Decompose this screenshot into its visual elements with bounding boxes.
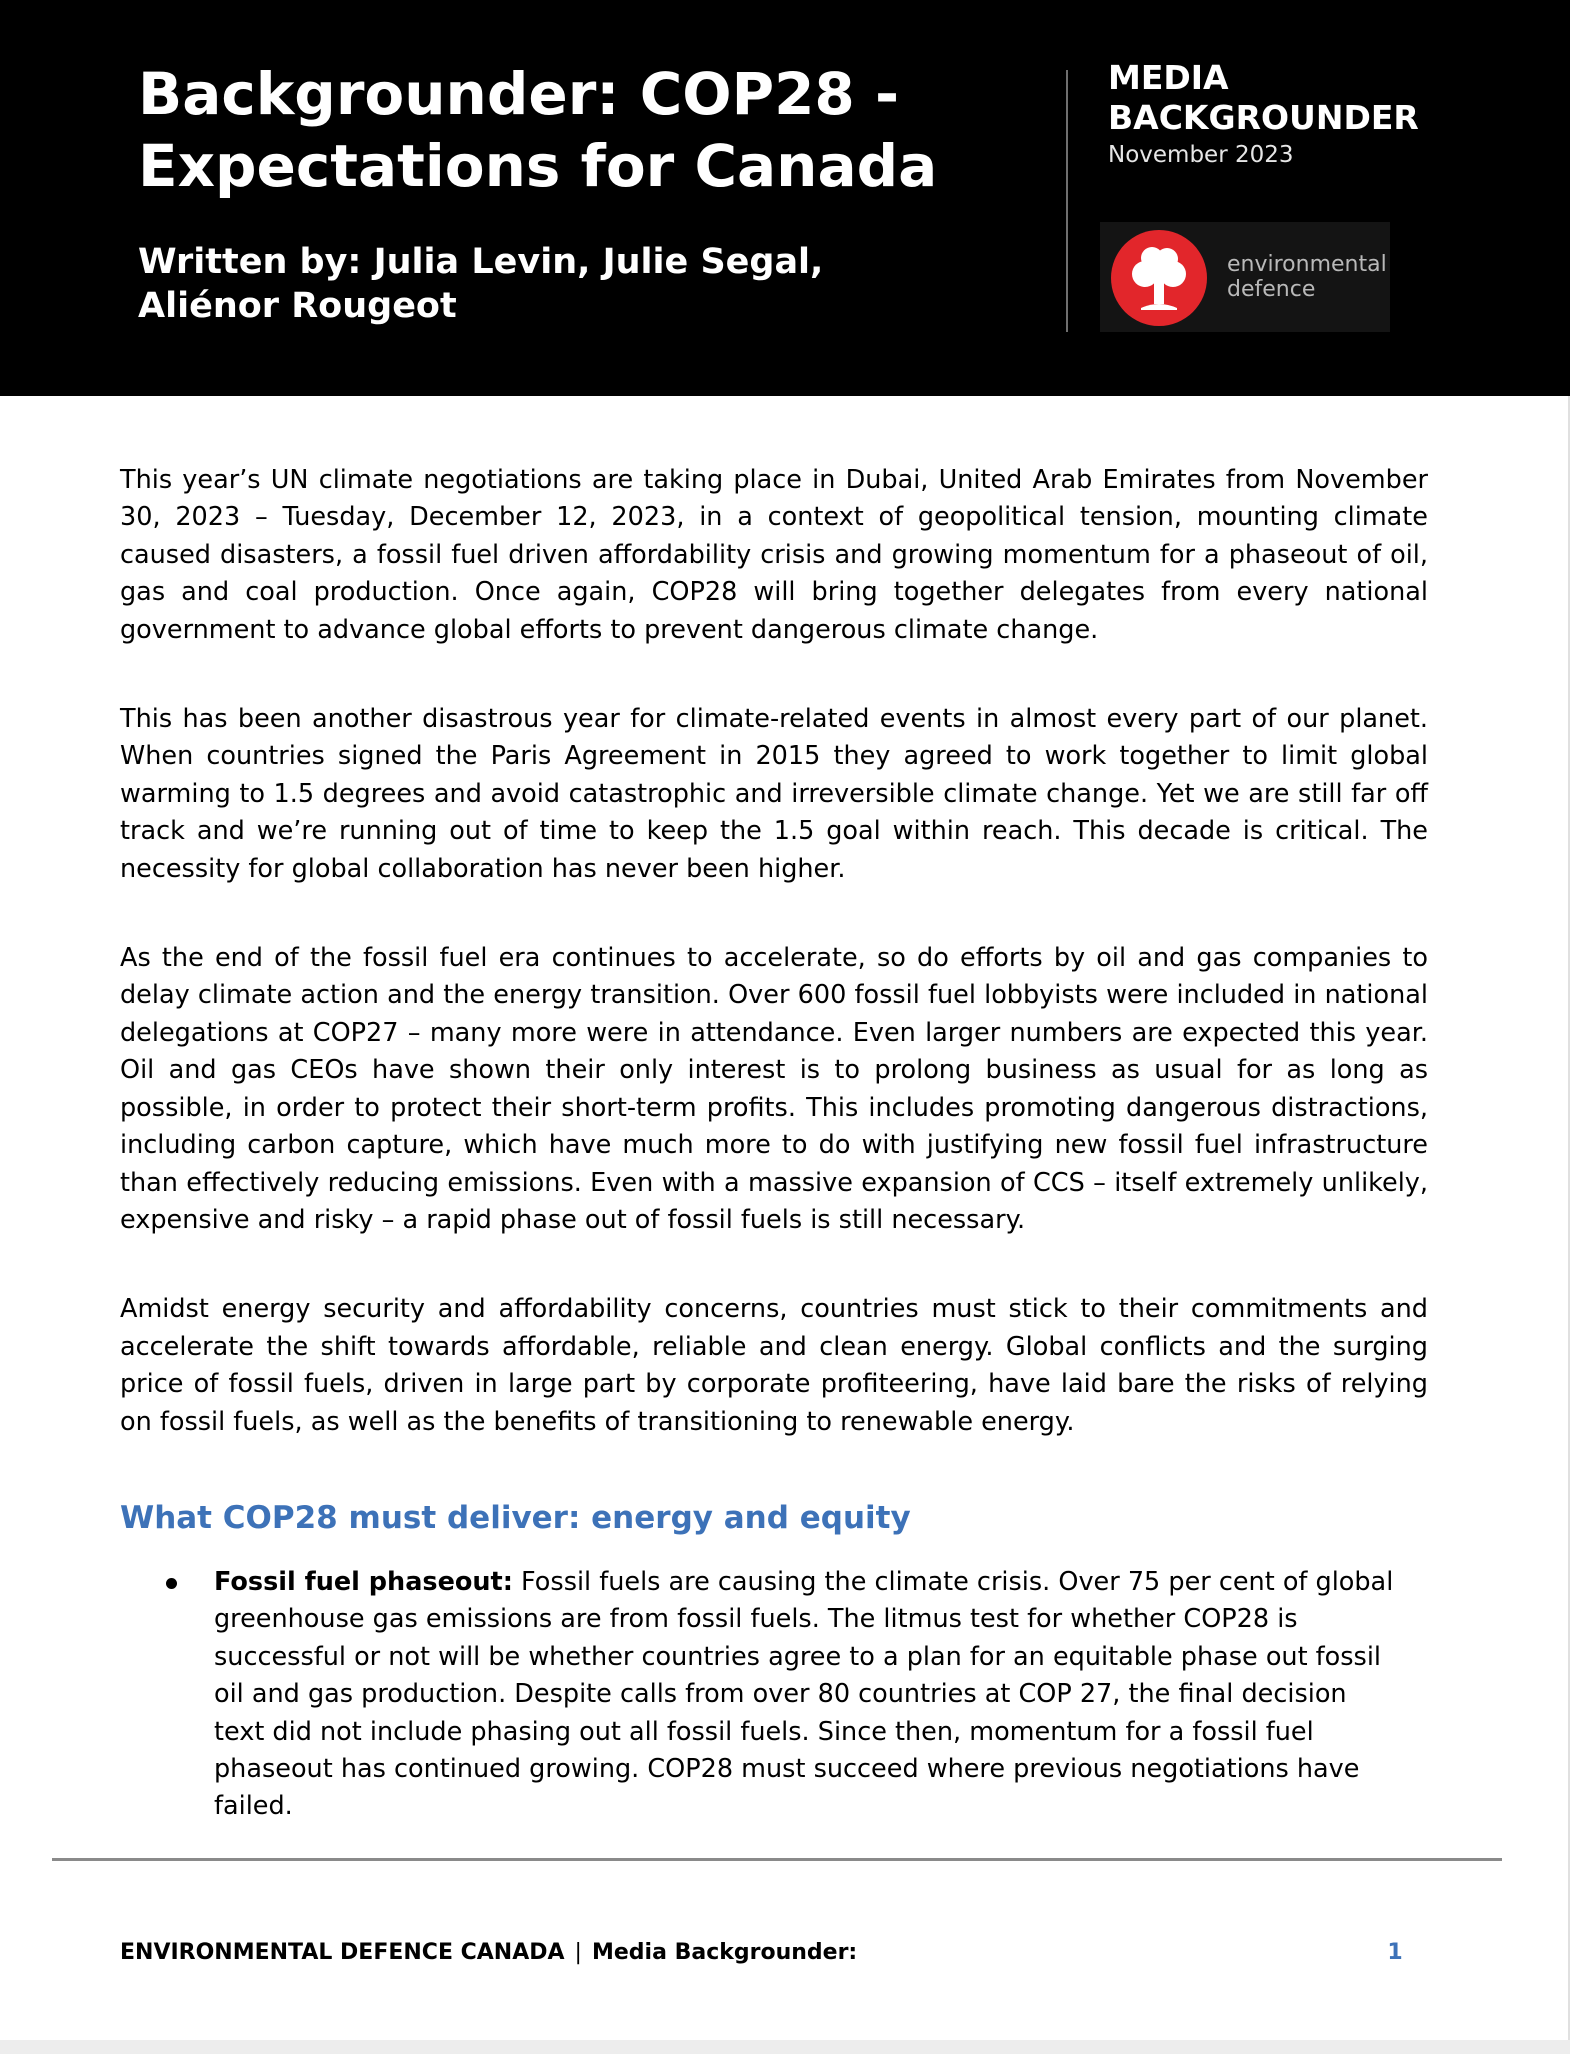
section-heading: What COP28 must deliver: energy and equity [120,1500,911,1536]
authors-line-2: Aliénor Rougeot [138,286,457,326]
bullet-body: Fossil fuels are causing the climate crisis. Over 75 per cent of global greenhouse gas emissions are from fossil fuels. The litmus test for whether COP28 is successful or not will be whether countries agree to a plan for an equitable phase out fossil oil and gas production. Despite calls from over 80 countries at COP 27, the final decision text did not include phasing out all fossil fuels. Since then, momentum for a fossil fuel phaseout has continued growing. COP28 must succeed where previous negotiations have failed. [214,1567,1394,1822]
logo-text-line-2: defence [1227,277,1316,302]
authors [138,240,938,328]
footer-label [120,1938,1020,1968]
paragraph-fossil-fuel-era: As the end of the fossil fuel era continues to accelerate, so do efforts by oil and gas companies to delay climate action and the energy transition. Over 600 fossil fuel lobbyists were included in national delegations at COP27 – many more were in attendance. Even larger numbers are expected this year. Oil and gas CEOs have shown their only interest is to prolong business as usual for as long as possible, in order to protect their short-term profits. This includes promoting dangerous distractions, including carbon capture, which have much more to do with justifying new fossil fuel infrastructure than effectively reducing emissions. Even with a massive expansion of CCS – itself extremely unlikely, expensive and risky – a rapid phase out of fossil fuels is still necessary. [120,943,1428,1235]
title-line-2: Expectations for Canada [138,132,938,200]
logo-text-line-1: environmental [1227,252,1387,277]
title-line-1: Backgrounder: COP28 - [138,60,900,128]
media-backgrounder-label [1108,58,1548,138]
bullet-text [214,1564,1394,1826]
header-banner [0,0,1570,396]
list-item [120,1564,1428,1826]
logo-wordmark [1227,252,1392,302]
paragraph-intro: This year’s UN climate negotiations are taking place in Dubai, United Arab Emirates from November 30, 2023 – Tuesday, December 12, 2023, in a context of geopolitical tension, mounting climate caused disasters, a fossil fuel driven affordability crisis and growing momentum for a phaseout of oil, gas and coal production. Once again, COP28 will bring together delegates from every national government to advance global efforts to prevent dangerous climate change. [120,465,1428,645]
page-number: 1 [1387,1940,1403,1965]
header-divider [1066,70,1068,332]
document-title [138,58,1038,202]
media-line-2: BACKGROUNDER [1108,98,1419,137]
media-line-1: MEDIA [1108,58,1229,97]
paragraph-disastrous-year: This has been another disastrous year for climate-related events in almost every part of our planet. When countries signed the Paris Agreement in 2015 they agreed to work together to limit global warming to 1.5 degrees and avoid catastrophic and irreversible climate change. Yet we are still far off track and we’re running out of time to keep the 1.5 goal within reach. This decade is critical. The necessity for global collaboration has never been higher. [120,704,1428,884]
footer-divider [52,1858,1502,1861]
bullet-list [120,1564,1428,1826]
environmental-defence-logo [1100,222,1390,332]
page-bottom-edge [0,2040,1570,2054]
footer-separator: | [574,1940,582,1965]
authors-line-1: Written by: Julia Levin, Julie Segal, [138,242,824,282]
footer-org: ENVIRONMENTAL DEFENCE CANADA [120,1940,565,1965]
tree-icon [1111,230,1207,326]
bullet-lead: Fossil fuel phaseout: [214,1567,513,1597]
publication-date: November 2023 [1108,142,1294,168]
body-content [120,462,1428,1493]
bullet-icon [166,1578,177,1589]
paragraph-energy-security: Amidst energy security and affordability concerns, countries must stick to their commitments and accelerate the shift towards affordable, reliable and clean energy. Global conflicts and the surging price of fossil fuels, driven in large part by corporate profiteering, have laid bare the risks of relying on fossil fuels, as well as the benefits of transitioning to renewable energy. [120,1294,1428,1437]
footer-doc-label: Media Backgrounder: [591,1940,858,1965]
